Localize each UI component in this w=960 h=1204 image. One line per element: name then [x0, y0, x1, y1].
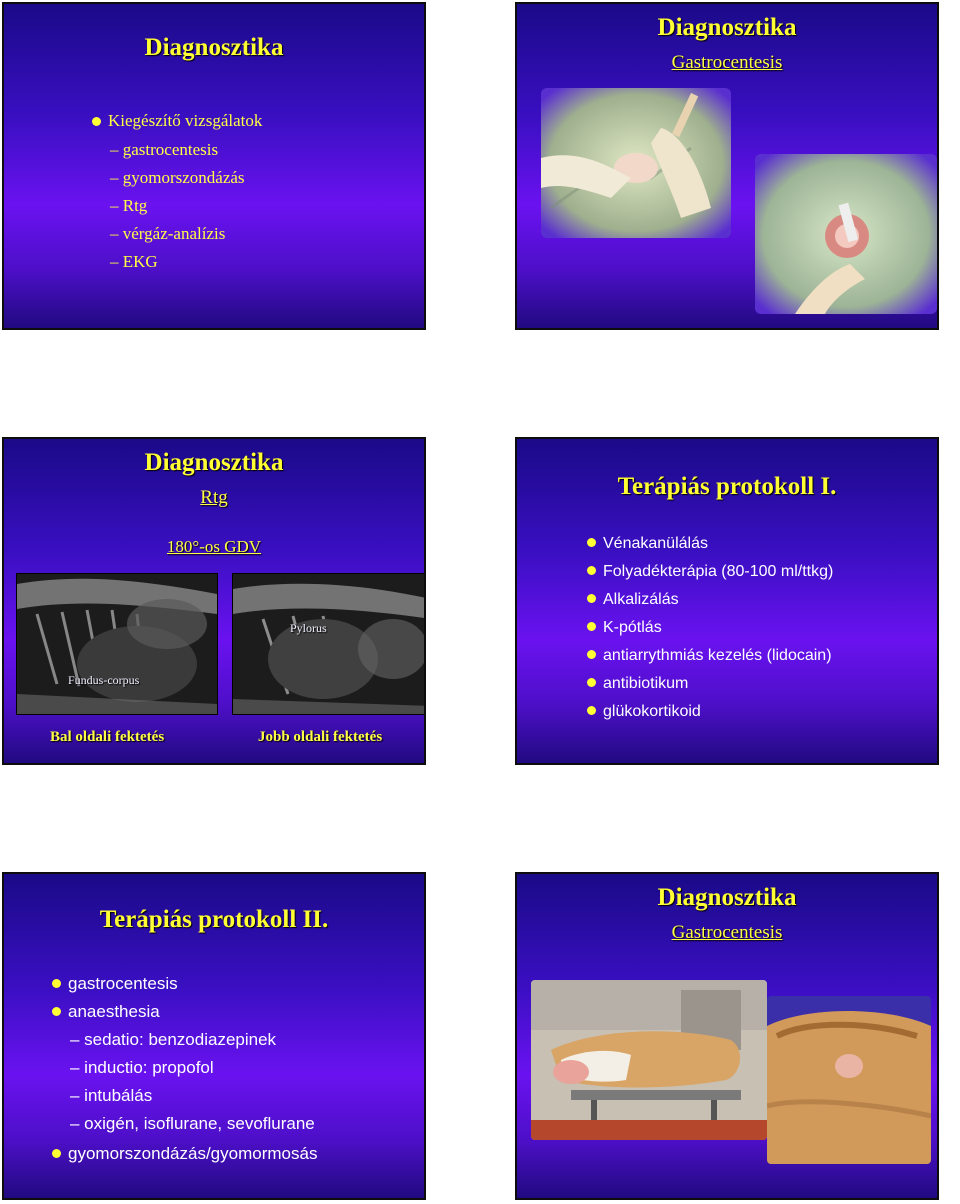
caption-left: Bal oldali fektetés	[50, 729, 165, 745]
slide-terapias-protokoll-2	[2, 872, 426, 1200]
list-item: gyomorszondázás/gyomormosás	[52, 1144, 317, 1164]
xray-label-pylorus: Pylorus	[290, 621, 327, 635]
bullet-icon	[587, 594, 596, 603]
xray-label-fundus: Fundus-corpus	[68, 673, 140, 687]
list-item: anaesthesia	[52, 1002, 160, 1022]
slide-title: Terápiás protokoll I.	[617, 473, 837, 500]
gastrocentesis-photo-1	[541, 88, 731, 238]
sub-item: – gastrocentesis	[110, 140, 219, 159]
list-item: gastrocentesis	[52, 974, 178, 994]
sub-item: – intubálás	[70, 1086, 153, 1105]
slide-title: Diagnosztika	[657, 14, 797, 41]
bullet-icon	[587, 622, 596, 631]
xray-right-image	[232, 573, 426, 715]
bullet-icon	[587, 706, 596, 715]
slide-title: Diagnosztika	[144, 449, 284, 476]
sub-item: – Rtg	[110, 196, 148, 215]
dog-closeup-photo	[767, 996, 931, 1164]
bullet-icon	[92, 117, 101, 126]
slide-diagnosztika-gastrocentesis-2	[515, 872, 939, 1200]
bullet-icon	[587, 538, 596, 547]
bullet-icon	[52, 1007, 61, 1016]
bullet-icon	[587, 566, 596, 575]
gastrocentesis-photo-2	[755, 154, 937, 314]
slide-diagnosztika-1	[2, 2, 426, 330]
sub-item: – inductio: propofol	[70, 1058, 214, 1077]
list-item: Alkalizálás	[587, 591, 679, 609]
list-item: Folyadékterápia (80-100 ml/ttkg)	[587, 563, 833, 581]
list-item: antiarrythmiás kezelés (lidocain)	[587, 647, 832, 665]
list-item: glükokortikoid	[587, 703, 701, 721]
sub-item: – EKG	[110, 252, 158, 271]
xray-left-image	[16, 573, 218, 715]
caption-right: Jobb oldali fektetés	[258, 729, 383, 745]
bullet-icon	[587, 650, 596, 659]
bullet-icon	[52, 979, 61, 988]
slide-subtitle: Rtg	[200, 487, 228, 508]
list-item: K-pótlás	[587, 619, 662, 637]
sub-item: – gyomorszondázás	[110, 168, 245, 187]
sub-item: – sedatio: benzodiazepinek	[70, 1030, 277, 1049]
slide-subtitle: Gastrocentesis	[671, 922, 783, 943]
slide-title: Diagnosztika	[657, 884, 797, 911]
bullet-icon	[587, 678, 596, 687]
sub-item: – oxigén, isoflurane, sevoflurane	[70, 1114, 315, 1133]
bullet-icon	[52, 1149, 61, 1158]
dog-on-table-photo	[531, 980, 767, 1140]
slide-diagnosztika-rtg	[2, 437, 426, 765]
sub-item: – vérgáz-analízis	[110, 224, 226, 243]
slide-diagnosztika-gastrocentesis	[515, 2, 939, 330]
list-item: Vénakanülálás	[587, 535, 708, 553]
slide-subtitle: Gastrocentesis	[671, 52, 783, 73]
slide-title: Terápiás protokoll II.	[99, 906, 329, 933]
slide-title: Diagnosztika	[144, 34, 284, 61]
list-item: antibiotikum	[587, 675, 688, 693]
bullet-item: Kiegészítő vizsgálatok	[92, 111, 262, 131]
slide-heading: 180°-os GDV	[166, 537, 262, 556]
slide-terapias-protokoll-1	[515, 437, 939, 765]
